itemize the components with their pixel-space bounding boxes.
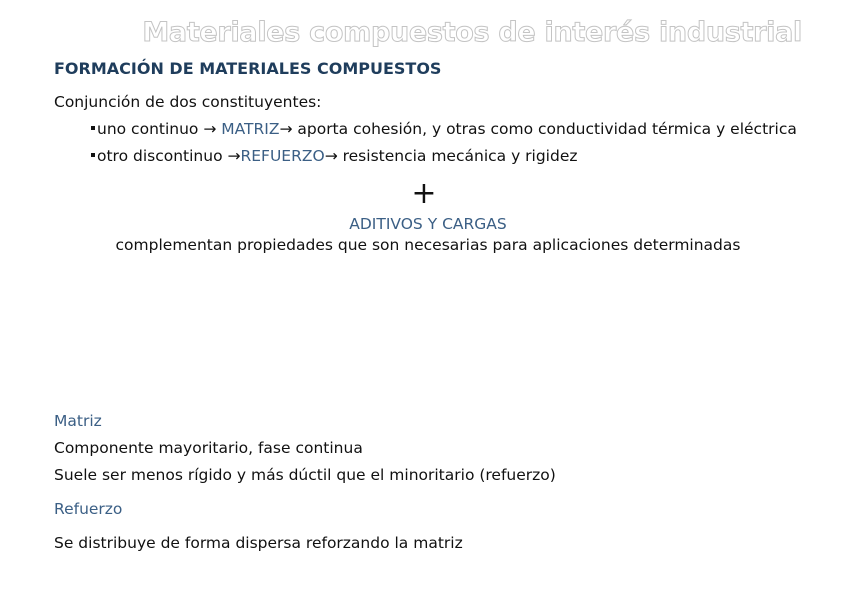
section-heading: FORMACIÓN DE MATERIALES COMPUESTOS: [54, 59, 442, 78]
intro-text: Conjunción de dos constituyentes:: [54, 93, 322, 111]
list-item-refuerzo: [91, 147, 578, 165]
additives-title: ADITIVOS Y CARGAS: [349, 215, 507, 233]
list-item-term: REFUERZO: [240, 147, 325, 165]
list-item-pre: uno continuo →: [97, 120, 222, 138]
refuerzo-line-1: Se distribuye de forma dispersa reforzando la matriz: [54, 534, 463, 552]
refuerzo-title: Refuerzo: [54, 500, 123, 518]
matriz-line-2: Suele ser menos rígido y más dúctil que el minoritario (refuerzo): [54, 466, 556, 484]
list-item-post: → resistencia mecánica y rigidez: [324, 147, 578, 165]
list-item-term: MATRIZ: [221, 120, 280, 138]
additives-description: complementan propiedades que son necesarias para aplicaciones determinadas: [115, 236, 741, 254]
bullet-icon: [91, 126, 95, 130]
matriz-line-1: Componente mayoritario, fase continua: [54, 439, 363, 457]
bullet-icon: [91, 153, 95, 157]
list-item-pre: otro discontinuo →: [97, 147, 241, 165]
slide-title: Materiales compuestos de interés industrial: [142, 17, 802, 48]
matriz-title: Matriz: [54, 412, 102, 430]
list-item-post: → aporta cohesión, y otras como conductividad térmica y eléctrica: [279, 120, 797, 138]
plus-icon: +: [411, 176, 437, 211]
list-item-matriz: [91, 120, 797, 138]
